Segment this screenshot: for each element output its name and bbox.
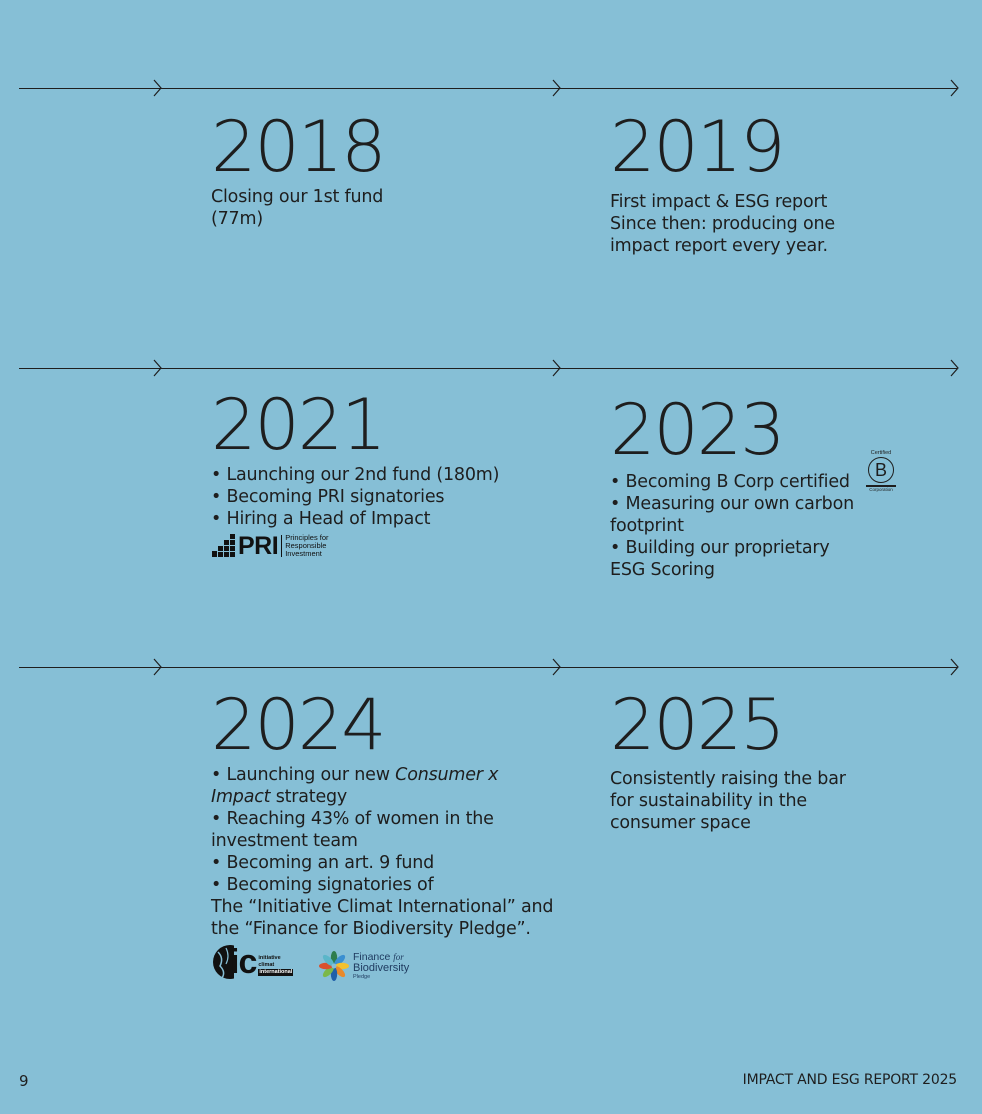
ffb-text-line	[353, 952, 409, 963]
pri-bars-icon	[212, 534, 236, 558]
description-line: • Becoming an art. 9 fund	[211, 853, 435, 873]
ffb-word: for	[393, 951, 404, 962]
description-line	[211, 786, 553, 808]
description-line: consumer space	[610, 813, 751, 833]
bcorp-letter: B	[874, 460, 887, 480]
chevron-right-icon	[950, 658, 959, 676]
description-line: First impact & ESG report	[610, 192, 828, 212]
timeline-entry-2023	[610, 389, 854, 581]
entry-description	[211, 464, 499, 530]
year-heading: 2025	[610, 684, 784, 766]
pri-text-line: Principles for	[285, 533, 329, 542]
chevron-right-icon	[153, 79, 162, 97]
bcorp-bottom-text: Corporation	[869, 486, 893, 492]
entry-description	[211, 764, 553, 940]
pri-wordmark: PRI	[238, 532, 279, 560]
description-line	[211, 764, 553, 786]
ffb-text-line: Biodiversity	[353, 961, 410, 974]
description-line: • Becoming signatories of	[211, 875, 434, 895]
description-line: Closing our 1st fund	[211, 187, 384, 207]
description-line: The “Initiative Climat International” and	[211, 897, 554, 917]
bcorp-top-text: Certified	[870, 450, 892, 456]
description-line: Consistently raising the bar	[610, 769, 846, 789]
ffb-logo	[318, 950, 409, 982]
description-line: • Building our proprietary	[610, 538, 830, 558]
description-text: • Launching our new	[211, 765, 396, 785]
timeline-entry-2019	[610, 106, 835, 257]
description-line: • Reaching 43% of women in the	[211, 809, 494, 829]
year-heading: 2018	[211, 106, 385, 188]
description-line: for sustainability in the	[610, 791, 807, 811]
timeline-entry-2018	[211, 106, 385, 230]
chevron-right-icon	[153, 658, 162, 676]
description-emphasis: Consumer x	[395, 765, 499, 785]
year-heading: 2023	[610, 389, 784, 471]
report-title: IMPACT AND ESG REPORT 2025	[742, 1072, 957, 1088]
ffb-word: Finance	[353, 950, 394, 963]
timeline-entry-2024	[211, 684, 554, 940]
year-heading: 2019	[610, 106, 784, 188]
pri-text	[285, 534, 328, 558]
pri-logo	[212, 534, 329, 558]
description-emphasis: Impact	[211, 787, 271, 807]
description-text: strategy	[270, 787, 348, 807]
description-line: the “Finance for Biodiversity Pledge”.	[211, 919, 531, 939]
timeline-entry-2025	[610, 684, 846, 834]
description-line: investment team	[211, 831, 358, 851]
description-line: • Measuring our own carbon	[610, 494, 854, 514]
entry-description	[211, 186, 383, 230]
description-line: • Hiring a Head of Impact	[211, 509, 431, 529]
description-line: ESG Scoring	[610, 560, 715, 580]
description-line: (77m)	[211, 209, 263, 229]
chevron-right-icon	[552, 79, 561, 97]
description-line: footprint	[610, 516, 684, 536]
bcorp-circle-icon	[868, 457, 894, 483]
ici-logo	[212, 944, 293, 980]
chevron-right-icon	[950, 359, 959, 377]
ffb-text	[353, 952, 409, 981]
year-heading: 2024	[211, 684, 385, 766]
year-heading: 2021	[211, 384, 385, 466]
page-number: 9	[19, 1072, 29, 1090]
description-line: • Becoming B Corp certified	[610, 472, 850, 492]
description-line: • Becoming PRI signatories	[211, 487, 445, 507]
pri-divider	[281, 535, 282, 557]
bcorp-logo	[864, 450, 898, 493]
flower-icon	[318, 950, 350, 982]
ffb-text-line: Pledge	[353, 973, 371, 980]
chevron-right-icon	[552, 658, 561, 676]
description-line: Since then: producing one	[610, 214, 835, 234]
chevron-right-icon	[950, 79, 959, 97]
chevron-right-icon	[153, 359, 162, 377]
entry-description	[610, 471, 854, 581]
ici-text-line: initiative	[258, 954, 281, 961]
pri-text-line: Responsible	[285, 541, 327, 550]
pri-text-line: Investment	[285, 549, 322, 558]
chevron-right-icon	[552, 359, 561, 377]
entry-description	[610, 768, 846, 834]
timeline-entry-2021	[211, 384, 500, 530]
ici-text	[258, 955, 293, 976]
ici-text-line: climat	[258, 961, 275, 968]
description-line: impact report every year.	[610, 236, 828, 256]
ici-wordmark: ic	[230, 943, 257, 981]
description-line: • Launching our 2nd fund (180m)	[211, 465, 500, 485]
entry-description	[610, 191, 835, 257]
ici-text-line: international	[259, 968, 293, 975]
